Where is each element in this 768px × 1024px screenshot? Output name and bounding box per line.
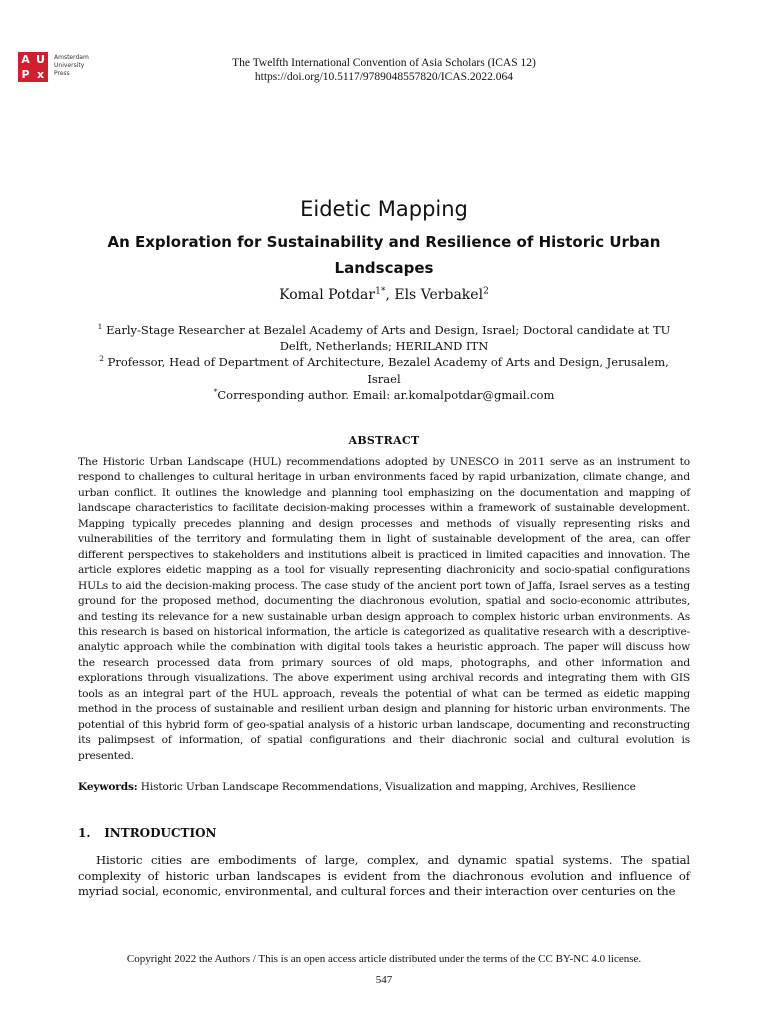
paper-subtitle: An Exploration for Sustainability and Resilience of Historic Urban Landscapes (107, 233, 661, 277)
author-list: Komal Potdar$^{1*}$, Els Verbakel$^2$ (279, 286, 489, 303)
logo-letter: x (36, 68, 45, 81)
section-heading (78, 826, 217, 840)
copyright-notice: Copyright 2022 the Authors / This is an open access article distributed under the terms of the CC BY-NC 4.0 license. (126, 953, 642, 965)
affiliation-1: $^1$ Early-Stage Researcher at Bezalel Academy of Arts and Design, Israel; Doctoral candidate at TU Delft, Netherlands; HERILAND ITN (97, 322, 671, 354)
logo-letter: U (36, 53, 45, 66)
logo-text: Amsterdam University Press (54, 54, 89, 77)
paper-title: Eidetic Mapping (300, 197, 468, 221)
conference-name: The Twelfth International Convention of Asia Scholars (ICAS 12) (232, 57, 536, 69)
logo-letter: A (21, 53, 30, 66)
abstract-body: The Historic Urban Landscape (HUL) recommendations adopted by UNESCO in 2011 serve as an instrument to respond to challenges to cultural heritage in urban environments faced by rapid urbanization, climate change, and urban conflict. It outlines the knowledge and planning tool emphasizing on the documentation and mapping of landscape characteristics to facilitate decision-making processes within a framework of sustainable development. Mapping typically precedes planning and design processes and methods of visually representing risks and vulnerabilities of the territory and formulating them in light of sustainable development of the area, can offer different perspectives to stakeholders and institutions albeit is practiced in limited capacities and innovation. The article explores eidetic mapping as a tool for visually representing diachronicity and socio-spatial configurations HULs to aid the decision-making process. The case study of the ancient port town of Jaffa, Israel serves as a testing ground for the proposed method, documenting the diachronous evolution, spatial and socio-economic attributes, and testing its relevance for a new sustainable urban design approach to complex historic urban environments. As this research is based on historical information, the article is categorized as qualitative research with a descriptive-analytic approach while the combination with digital tools takes a heuristic approach. The paper will discuss how the research processed data from primary sources of old maps, photographs, and other information and explorations through visualizations. The above experiment using archival records and integrating them with GIS tools as an integral part of the HUL approach, reveals the potential of what can be termed as eidetic mapping method in the process of sustainable and resilient urban design and planning for historic urban environments. The potential of this hybrid form of geo-spatial analysis of a historic urban landscape, documenting and reconstructing its palimpsest of information, of spatial configurations and their diachronic social and cultural evolution is presented. (78, 456, 690, 762)
abstract-heading: ABSTRACT (348, 434, 420, 447)
section-number: 1. (78, 826, 91, 840)
keywords-text: Historic Urban Landscape Recommendations, Visualization and mapping, Archives, Resilience (137, 781, 636, 793)
running-header (0, 56, 768, 84)
affiliations (90, 322, 678, 403)
section-title: INTRODUCTION (104, 826, 217, 840)
author-name: Els Verbakel (394, 287, 484, 303)
keywords-label: Keywords: (78, 781, 138, 793)
author-name: Komal Potdar (279, 287, 376, 303)
keywords (78, 780, 690, 795)
affiliation-2: $^2$ Professor, Head of Department of Architecture, Bezalel Academy of Arts and Design, Jerusalem, Israel (99, 354, 669, 386)
doi-link[interactable]: https://doi.org/10.5117/9789048557820/ICAS.2022.064 (254, 71, 514, 83)
logo-letter: P (21, 68, 30, 81)
page-number: 547 (375, 974, 393, 986)
corresponding-author: *Corresponding author. Email: ar.komalpotdar@gmail.com (213, 386, 555, 402)
introduction-paragraph: Historic cities are embodiments of large, complex, and dynamic spatial systems. The spatial complexity of historic urban landscapes is evident from the diachronous evolution and influence of myriad social, economic, environmental, and cultural forces and their interaction over centuries on the (78, 853, 690, 898)
